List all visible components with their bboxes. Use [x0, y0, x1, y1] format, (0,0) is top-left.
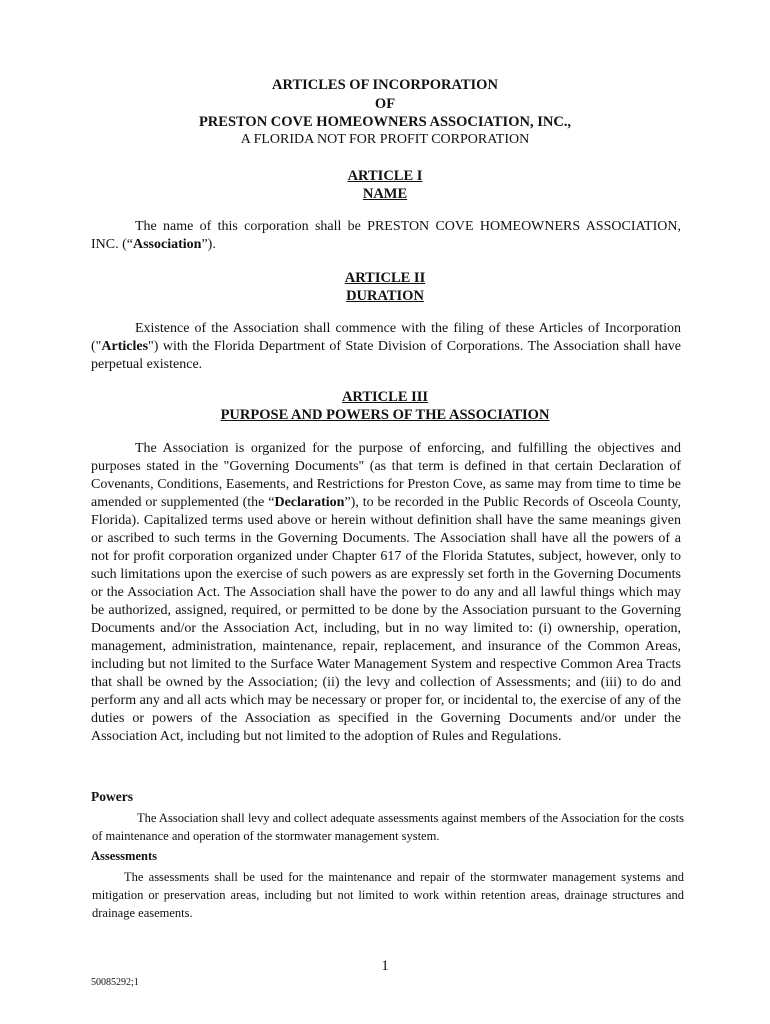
- article-3-number: ARTICLE III: [341, 389, 429, 405]
- page-number: 1: [381, 958, 389, 974]
- article-1-text-post: ”).: [201, 237, 216, 252]
- article-1-text-bold: Association: [133, 237, 202, 252]
- article-2-text-pre: Existence of the Association shall commence with the filing of these Articles of Incorporation (": [91, 321, 681, 354]
- doc-title-line1: ARTICLES OF INCORPORATION: [272, 77, 498, 93]
- article-2-text-post: ") with the Florida Department of State Division of Corporations. The Association shall have perpetual existence.: [91, 339, 681, 372]
- article-1-text: [91, 218, 681, 254]
- article-1-number: ARTICLE I: [347, 168, 423, 184]
- article-3-text-post: ”), to be recorded in the Public Records of Osceola County, Florida). Capitalized terms used above or herein without definition shall have the same meanings given or ascribed to such terms in the Governing Documents. The Association shall have all the powers of a not for profit corporation organized under Chapter 617 of the Florida Statutes, subject, however, only to such limitations upon the exercise of such powers as are expressly set forth in the Governing Documents or the Association Act. The Association shall have the power to do any and all lawful things which may be authorized, assigned, required, or permitted to be done by the Association pursuant to the Governing Documents and/or the Association Act, including, but in no way limited to: (i) ownership, operation, management, administration, maintenance, repair, replacement, and insurance of the Common Areas, including but not limited to the Surface Water Management System and respective Common Area Tracts that shall be owned by the Association; (ii) the levy and collection of Assessments; and (iii) to do and perform any and all acts which may be necessary or proper for, or incidental to, the exercise of any of the duties or powers of the Association as specified in the Governing Documents and/or under the Association Act, including but not limited to the adoption of Rules and Regulations.: [91, 495, 681, 744]
- doc-subtitle: A FLORIDA NOT FOR PROFIT CORPORATION: [240, 132, 530, 147]
- doc-title-line3: PRESTON COVE HOMEOWNERS ASSOCIATION, INC.,: [198, 114, 572, 130]
- assessments-text: The assessments shall be used for the maintenance and repair of the stormwater management systems and mitigation or preservation areas, including but not limited to work within retention areas, drainage structures and drainage easements.: [92, 870, 684, 920]
- powers-text: The Association shall levy and collect adequate assessments against members of the Association for the costs of maintenance and operation of the stormwater management system.: [92, 811, 684, 843]
- powers-heading: Powers: [91, 789, 133, 804]
- document-id: 50085292;1: [91, 977, 139, 988]
- article-1-text-pre: The name of this corporation shall be PRESTON COVE HOMEOWNERS ASSOCIATION, INC. (“: [91, 219, 681, 252]
- article-3-text-bold: Declaration: [274, 495, 345, 510]
- article-2-title: DURATION: [346, 288, 424, 304]
- article-2-number: ARTICLE II: [344, 270, 426, 286]
- article-2-text: [91, 320, 681, 374]
- article-3-title: PURPOSE AND POWERS OF THE ASSOCIATION: [220, 407, 550, 423]
- assessments-heading: Assessments: [91, 849, 157, 863]
- article-3-text-pre: The Association is organized for the purpose of enforcing, and fulfilling the objectives and purposes stated in the "Governing Documents" (as that term is defined in that certain Declaration of Covenants, Conditions, Easements, and Restrictions for Preston Cove, as same may from time to time be amended or supplemented (the “: [91, 441, 681, 510]
- article-3-text: [91, 440, 681, 746]
- doc-title-line2: OF: [374, 96, 396, 112]
- article-2-text-bold: Articles: [101, 339, 149, 354]
- article-1-title: NAME: [362, 186, 408, 202]
